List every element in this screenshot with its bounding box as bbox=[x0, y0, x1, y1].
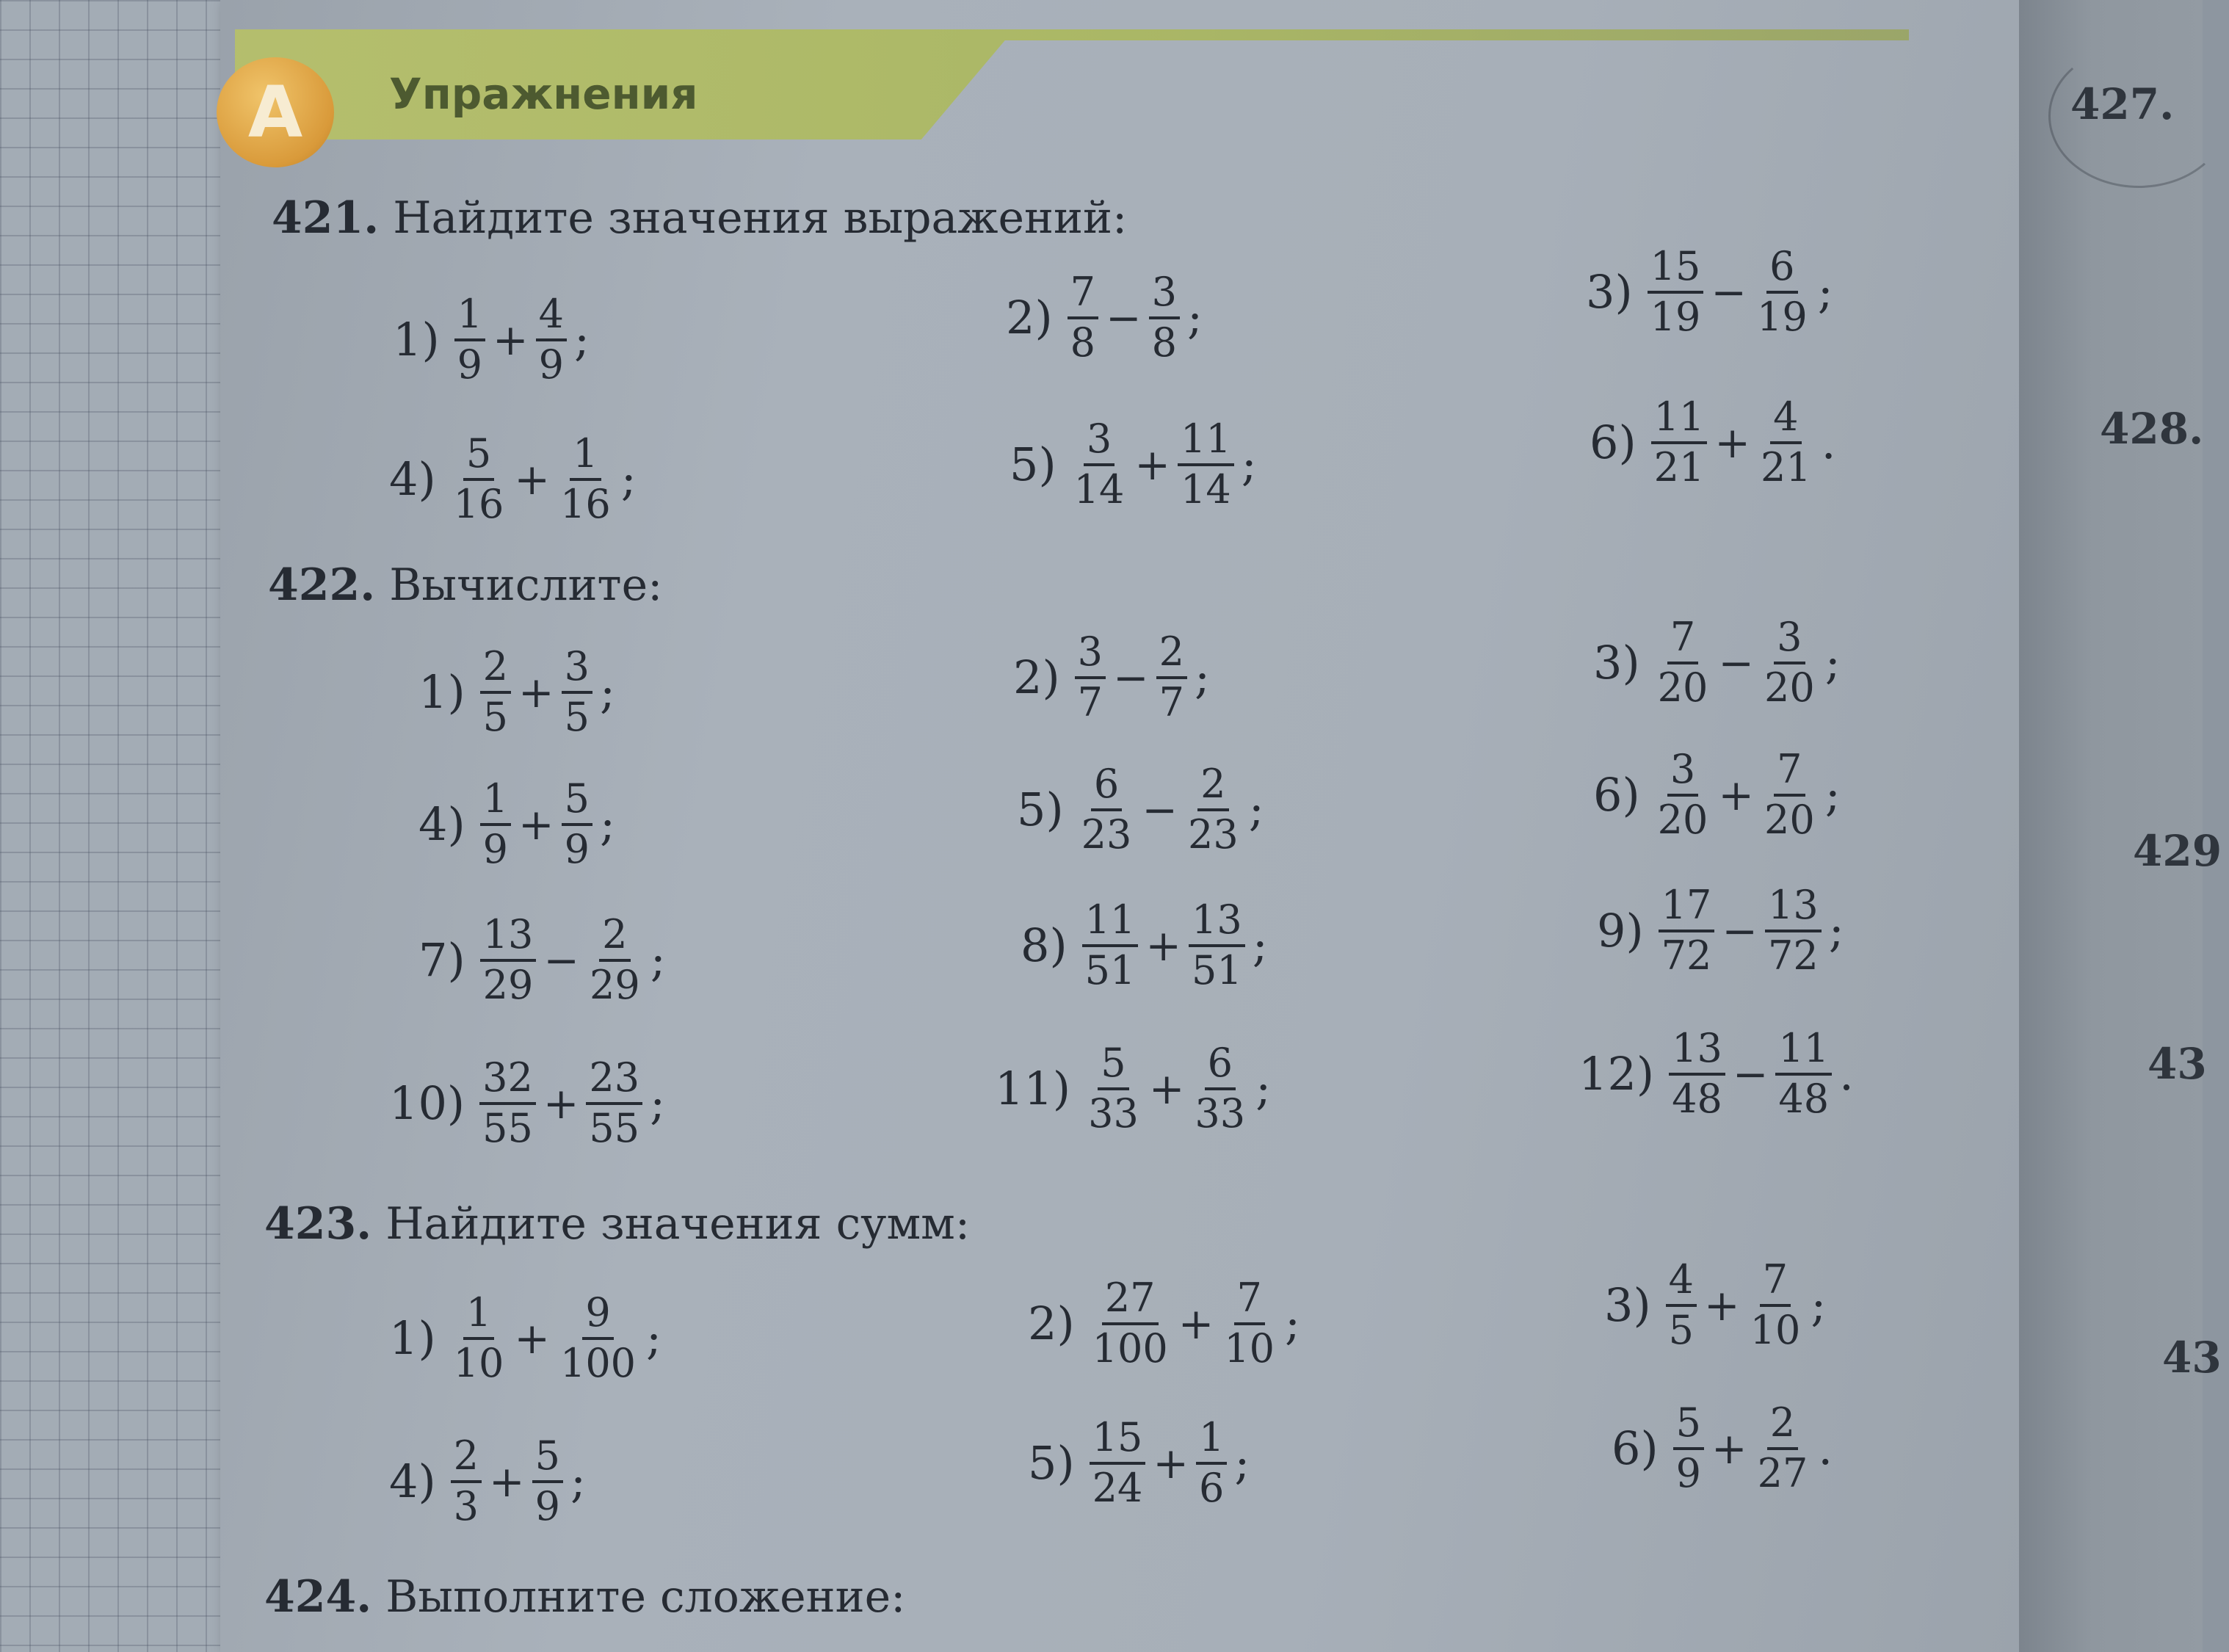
fraction bbox=[1090, 1275, 1171, 1372]
fraction bbox=[454, 291, 485, 388]
fraction bbox=[1761, 746, 1818, 843]
operator: − bbox=[1711, 267, 1747, 317]
numerator: 11 bbox=[1651, 396, 1708, 444]
fraction bbox=[1221, 1275, 1277, 1372]
exercise-424-heading bbox=[264, 1571, 905, 1623]
fraction bbox=[1747, 1256, 1804, 1353]
fraction bbox=[1068, 269, 1098, 366]
exercise-item bbox=[1006, 269, 1203, 366]
numerator: 3 bbox=[1667, 749, 1698, 797]
numerator: 2 bbox=[1156, 631, 1187, 679]
denominator: 100 bbox=[1092, 1325, 1168, 1372]
numerator: 17 bbox=[1659, 885, 1715, 932]
numerator: 15 bbox=[1090, 1417, 1146, 1465]
operator: + bbox=[1718, 769, 1754, 820]
numerator: 7 bbox=[1068, 272, 1098, 319]
numerator: 13 bbox=[1189, 899, 1245, 947]
punctuation: . bbox=[1818, 1421, 1833, 1476]
exercise-number: 424. bbox=[264, 1571, 372, 1623]
denominator: 33 bbox=[1195, 1090, 1246, 1137]
item-label: 1) bbox=[389, 1311, 436, 1366]
numerator: 7 bbox=[1774, 749, 1805, 797]
exercise-item bbox=[1612, 1399, 1833, 1496]
exercise-423-heading bbox=[264, 1198, 970, 1250]
fraction bbox=[1189, 896, 1245, 993]
punctuation: ; bbox=[599, 797, 615, 852]
denominator: 29 bbox=[589, 961, 640, 1008]
operator: − bbox=[543, 935, 579, 985]
exercise-number: 422. bbox=[268, 559, 376, 611]
fraction bbox=[451, 1289, 507, 1386]
punctuation: ; bbox=[1186, 291, 1203, 345]
exercise-number: 421. bbox=[272, 192, 380, 244]
numerator: 11 bbox=[1082, 899, 1139, 947]
numerator: 1 bbox=[480, 778, 511, 826]
numerator: 4 bbox=[1666, 1259, 1697, 1307]
denominator: 72 bbox=[1661, 932, 1712, 979]
fraction bbox=[480, 911, 537, 1008]
exercise-item bbox=[1017, 761, 1264, 858]
exercise-item bbox=[389, 1054, 666, 1151]
exercise-item bbox=[389, 1432, 586, 1529]
fraction bbox=[1178, 416, 1234, 512]
numerator: 2 bbox=[599, 914, 630, 962]
graph-paper-background bbox=[0, 0, 220, 1652]
punctuation: ; bbox=[1234, 1436, 1250, 1490]
denominator: 5 bbox=[1668, 1306, 1694, 1353]
numerator: 3 bbox=[1149, 272, 1180, 319]
numerator: 1 bbox=[1196, 1417, 1227, 1465]
denominator: 23 bbox=[1187, 811, 1239, 858]
exercise-item bbox=[418, 911, 666, 1008]
punctuation: ; bbox=[1824, 636, 1841, 690]
fraction bbox=[562, 775, 592, 872]
denominator: 10 bbox=[1224, 1325, 1275, 1372]
item-label: 5) bbox=[1010, 438, 1056, 492]
numerator: 32 bbox=[479, 1057, 536, 1105]
item-label: 5) bbox=[1017, 783, 1064, 837]
fraction bbox=[1156, 628, 1187, 725]
denominator: 9 bbox=[538, 341, 564, 388]
denominator: 7 bbox=[1077, 678, 1103, 725]
operator: − bbox=[1142, 784, 1178, 835]
exercise-item bbox=[1593, 614, 1841, 711]
fraction bbox=[1071, 416, 1128, 512]
fraction bbox=[479, 1054, 536, 1151]
denominator: 100 bbox=[559, 1339, 637, 1386]
denominator: 48 bbox=[1778, 1075, 1830, 1122]
punctuation: . bbox=[1839, 1047, 1854, 1101]
punctuation: . bbox=[1821, 416, 1836, 470]
operator: + bbox=[1714, 417, 1750, 468]
exercise-item bbox=[393, 291, 590, 388]
punctuation: ; bbox=[573, 313, 590, 367]
exercise-item bbox=[389, 1289, 662, 1386]
item-label: 12) bbox=[1579, 1047, 1655, 1101]
numerator: 2 bbox=[1197, 764, 1228, 811]
fraction bbox=[586, 1054, 642, 1151]
fraction bbox=[1673, 1399, 1704, 1496]
fraction bbox=[1192, 1040, 1248, 1137]
numerator: 11 bbox=[1178, 419, 1234, 466]
item-label: 5) bbox=[1028, 1436, 1075, 1490]
fraction bbox=[1090, 1414, 1146, 1511]
exercise-title: Найдите значения выражений: bbox=[393, 192, 1128, 244]
numerator: 27 bbox=[1102, 1278, 1159, 1325]
fraction bbox=[451, 1432, 482, 1529]
item-label: 3) bbox=[1604, 1278, 1651, 1333]
operator: + bbox=[1711, 1423, 1747, 1474]
item-label: 2) bbox=[1006, 291, 1053, 345]
fraction bbox=[1075, 628, 1106, 725]
fraction bbox=[1149, 269, 1180, 366]
operator: + bbox=[518, 799, 554, 849]
item-label: 3) bbox=[1586, 265, 1633, 319]
numerator: 3 bbox=[1075, 631, 1106, 679]
punctuation: ; bbox=[620, 452, 637, 507]
numerator: 1 bbox=[570, 433, 601, 481]
item-label: 6) bbox=[1612, 1421, 1659, 1476]
item-label: 9) bbox=[1597, 904, 1644, 958]
item-label: 4) bbox=[389, 452, 436, 507]
numerator: 6 bbox=[1766, 246, 1797, 294]
punctuation: ; bbox=[1252, 919, 1268, 973]
operator: + bbox=[1704, 1280, 1740, 1330]
exercise-item bbox=[1593, 746, 1841, 843]
numerator: 3 bbox=[1774, 617, 1805, 664]
right-page-number: 43 bbox=[2162, 1333, 2222, 1383]
item-label: 2) bbox=[1028, 1297, 1075, 1351]
item-label: 1) bbox=[418, 665, 465, 720]
fraction bbox=[532, 1432, 563, 1529]
numerator: 1 bbox=[463, 1292, 494, 1340]
punctuation: ; bbox=[650, 933, 666, 988]
denominator: 9 bbox=[564, 825, 590, 872]
exercise-item bbox=[995, 1040, 1272, 1137]
exercise-item bbox=[1028, 1414, 1250, 1511]
operator: + bbox=[1145, 920, 1181, 971]
item-label: 8) bbox=[1021, 919, 1068, 973]
denominator: 21 bbox=[1760, 443, 1811, 490]
exercise-item bbox=[1590, 396, 1835, 488]
denominator: 9 bbox=[534, 1482, 560, 1529]
numerator: 5 bbox=[532, 1435, 563, 1483]
section-title: Упражнения bbox=[389, 69, 698, 119]
denominator: 21 bbox=[1653, 443, 1705, 490]
fraction bbox=[1082, 896, 1139, 993]
numerator: 3 bbox=[1084, 419, 1114, 466]
operator: + bbox=[1178, 1298, 1214, 1349]
numerator: 5 bbox=[1673, 1402, 1704, 1450]
exercise-title: Вычислите: bbox=[389, 559, 663, 611]
operator: + bbox=[493, 314, 529, 365]
numerator: 23 bbox=[586, 1057, 642, 1105]
punctuation: ; bbox=[599, 665, 615, 720]
fraction bbox=[1755, 1399, 1811, 1496]
numerator: 2 bbox=[480, 646, 511, 694]
right-page-number: 427. bbox=[2070, 79, 2175, 129]
numerator: 13 bbox=[480, 914, 537, 962]
denominator: 16 bbox=[559, 480, 611, 527]
item-label: 3) bbox=[1593, 636, 1640, 690]
fraction bbox=[480, 775, 511, 872]
numerator: 7 bbox=[1667, 617, 1698, 664]
denominator: 33 bbox=[1088, 1090, 1139, 1137]
fraction bbox=[562, 643, 592, 740]
numerator: 3 bbox=[562, 646, 592, 694]
denominator: 20 bbox=[1657, 796, 1708, 843]
punctuation: ; bbox=[646, 1311, 662, 1366]
exercise-item bbox=[389, 430, 637, 527]
fraction bbox=[480, 643, 511, 740]
punctuation: ; bbox=[1248, 783, 1264, 837]
fraction bbox=[1651, 396, 1708, 488]
operator: + bbox=[518, 667, 554, 717]
fraction bbox=[1761, 614, 1818, 711]
denominator: 29 bbox=[482, 961, 534, 1008]
numerator: 5 bbox=[1098, 1043, 1128, 1090]
punctuation: ; bbox=[1255, 1062, 1272, 1116]
denominator: 3 bbox=[453, 1482, 479, 1529]
exercise-item bbox=[418, 643, 615, 740]
numerator: 2 bbox=[451, 1435, 482, 1483]
denominator: 10 bbox=[1750, 1306, 1801, 1353]
fraction bbox=[1079, 761, 1135, 858]
numerator: 7 bbox=[1234, 1278, 1265, 1325]
item-label: 7) bbox=[418, 933, 465, 988]
denominator: 23 bbox=[1081, 811, 1132, 858]
exercise-number: 423. bbox=[264, 1198, 372, 1250]
numerator: 6 bbox=[1091, 764, 1122, 811]
denominator: 19 bbox=[1650, 293, 1701, 340]
punctuation: ; bbox=[1811, 1278, 1827, 1333]
fraction bbox=[1669, 1025, 1725, 1122]
punctuation: ; bbox=[650, 1076, 666, 1131]
right-page-number: 43 bbox=[2148, 1039, 2207, 1089]
denominator: 10 bbox=[453, 1339, 504, 1386]
numerator: 13 bbox=[1765, 885, 1822, 932]
fraction bbox=[1655, 614, 1711, 711]
exercise-item bbox=[1604, 1256, 1827, 1353]
punctuation: ; bbox=[1817, 265, 1833, 319]
operator: + bbox=[1134, 439, 1170, 490]
exercise-item bbox=[1013, 628, 1210, 725]
item-label: 2) bbox=[1013, 651, 1060, 705]
denominator: 72 bbox=[1767, 932, 1819, 979]
fraction bbox=[1754, 243, 1811, 340]
denominator: 16 bbox=[453, 480, 504, 527]
punctuation: ; bbox=[570, 1454, 586, 1509]
item-label: 4) bbox=[418, 797, 465, 852]
exercise-item bbox=[1010, 416, 1257, 512]
item-label: 6) bbox=[1593, 768, 1640, 822]
operator: + bbox=[514, 1313, 550, 1363]
denominator: 6 bbox=[1198, 1464, 1225, 1511]
denominator: 20 bbox=[1764, 796, 1815, 843]
denominator: 20 bbox=[1764, 664, 1815, 711]
item-label: 1) bbox=[393, 313, 440, 367]
denominator: 14 bbox=[1180, 465, 1231, 512]
fraction bbox=[1085, 1040, 1142, 1137]
operator: + bbox=[543, 1078, 579, 1128]
denominator: 9 bbox=[1675, 1449, 1701, 1496]
fraction bbox=[1655, 746, 1711, 843]
item-label: 4) bbox=[389, 1454, 436, 1509]
punctuation: ; bbox=[1824, 768, 1841, 822]
numerator: 1 bbox=[454, 294, 485, 341]
fraction bbox=[1666, 1256, 1697, 1353]
exercise-title: Выполните сложение: bbox=[385, 1571, 906, 1623]
fraction bbox=[1659, 882, 1715, 979]
exercise-item bbox=[418, 775, 615, 872]
denominator: 27 bbox=[1757, 1449, 1808, 1496]
denominator: 8 bbox=[1151, 319, 1177, 366]
numerator: 7 bbox=[1760, 1259, 1791, 1307]
numerator: 9 bbox=[582, 1292, 613, 1340]
exercise-421-heading bbox=[272, 192, 1127, 244]
denominator: 8 bbox=[1070, 319, 1095, 366]
denominator: 24 bbox=[1092, 1464, 1143, 1511]
fraction bbox=[1758, 396, 1814, 488]
operator: − bbox=[1106, 292, 1142, 343]
operator: − bbox=[1113, 652, 1149, 703]
exercise-item bbox=[1579, 1025, 1854, 1122]
fraction bbox=[1185, 761, 1242, 858]
denominator: 7 bbox=[1159, 678, 1184, 725]
fraction bbox=[1765, 882, 1822, 979]
exercise-item bbox=[1021, 896, 1268, 993]
exercise-item bbox=[1028, 1275, 1300, 1372]
item-label: 10) bbox=[389, 1076, 465, 1131]
numerator: 5 bbox=[562, 778, 592, 826]
fraction bbox=[1648, 243, 1704, 340]
section-badge: А bbox=[217, 57, 334, 167]
denominator: 55 bbox=[482, 1104, 533, 1151]
exercise-title: Найдите значения сумм: bbox=[385, 1198, 971, 1250]
punctuation: ; bbox=[1828, 904, 1844, 958]
operator: + bbox=[489, 1456, 525, 1507]
numerator: 6 bbox=[1205, 1043, 1236, 1090]
operator: − bbox=[1732, 1048, 1769, 1099]
denominator: 48 bbox=[1672, 1075, 1722, 1122]
denominator: 51 bbox=[1084, 946, 1136, 993]
numerator: 15 bbox=[1648, 246, 1704, 294]
denominator: 9 bbox=[457, 341, 482, 388]
fraction bbox=[1196, 1414, 1227, 1511]
fraction bbox=[557, 1289, 639, 1386]
exercise-item bbox=[1597, 882, 1844, 979]
operator: + bbox=[1148, 1063, 1185, 1114]
numerator: 4 bbox=[536, 294, 567, 341]
punctuation: ; bbox=[1241, 438, 1257, 492]
fraction bbox=[557, 430, 614, 527]
fraction bbox=[451, 430, 507, 527]
numerator: 2 bbox=[1767, 1402, 1798, 1450]
punctuation: ; bbox=[1194, 651, 1210, 705]
fraction bbox=[587, 911, 643, 1008]
numerator: 4 bbox=[1770, 396, 1801, 444]
denominator: 51 bbox=[1191, 946, 1242, 993]
denominator: 14 bbox=[1073, 465, 1125, 512]
operator: − bbox=[1718, 637, 1754, 688]
denominator: 20 bbox=[1657, 664, 1708, 711]
fraction bbox=[1775, 1025, 1832, 1122]
denominator: 9 bbox=[482, 825, 508, 872]
operator: + bbox=[1153, 1438, 1189, 1488]
numerator: 13 bbox=[1669, 1028, 1725, 1076]
right-page-number: 429 bbox=[2133, 826, 2222, 876]
denominator: 55 bbox=[589, 1104, 640, 1151]
right-page-number: 428. bbox=[2100, 404, 2204, 454]
denominator: 19 bbox=[1756, 293, 1808, 340]
exercise-422-heading bbox=[268, 559, 662, 611]
operator: − bbox=[1722, 905, 1758, 956]
numerator: 5 bbox=[463, 433, 494, 481]
exercise-item bbox=[1586, 243, 1833, 340]
operator: + bbox=[514, 454, 550, 504]
denominator: 5 bbox=[564, 693, 590, 740]
item-label: 6) bbox=[1590, 416, 1637, 470]
item-label: 11) bbox=[995, 1062, 1071, 1116]
fraction bbox=[536, 291, 567, 388]
punctuation: ; bbox=[1285, 1297, 1300, 1351]
denominator: 5 bbox=[482, 693, 508, 740]
numerator: 11 bbox=[1775, 1028, 1832, 1076]
